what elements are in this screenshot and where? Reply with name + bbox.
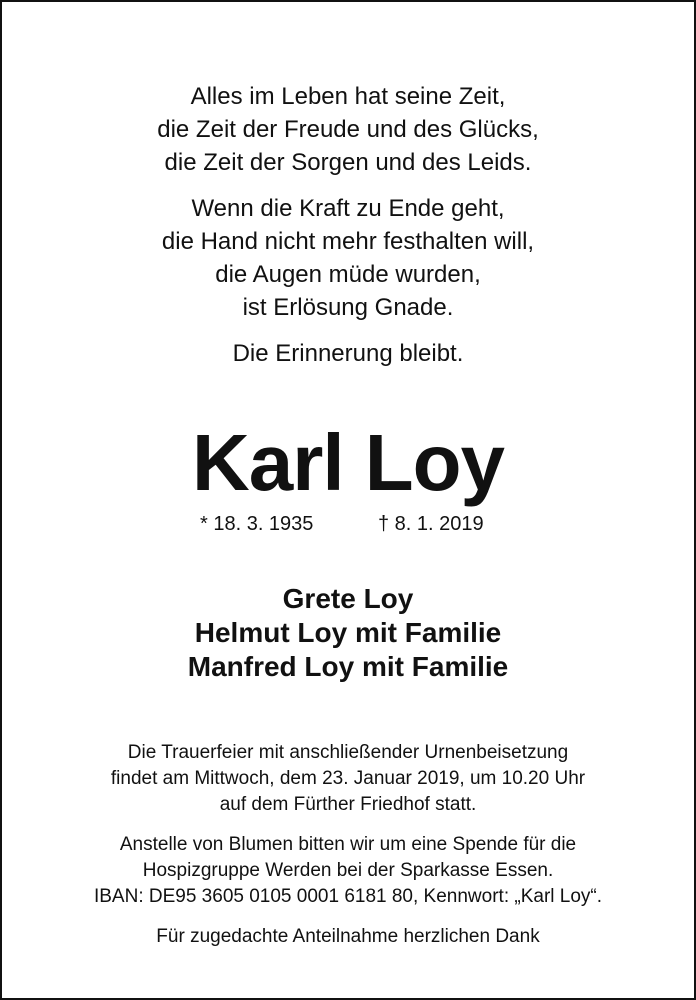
poem-line: ist Erlösung Gnade.: [242, 294, 454, 321]
birth-date: * 18. 3. 1935: [200, 513, 314, 535]
poem-line: Die Erinnerung bleibt.: [232, 340, 464, 367]
poem-line: Alles im Leben hat seine Zeit,: [190, 83, 506, 110]
notice-line: IBAN: DE95 3605 0105 0001 6181 80, Kennwort: „Karl Loy“.: [93, 886, 603, 907]
mourner-name: Helmut Loy mit Familie: [194, 617, 502, 648]
deceased-name: Karl Loy: [191, 418, 505, 507]
poem-line: die Hand nicht mehr festhalten will,: [161, 228, 535, 255]
poem-line: Wenn die Kraft zu Ende geht,: [191, 195, 505, 222]
poem-line: die Zeit der Freude und des Glücks,: [157, 116, 539, 143]
thanks-line: Für zugedachte Anteilnahme herzlichen Dank: [156, 926, 540, 947]
poem-line: die Augen müde wurden,: [215, 261, 481, 288]
mourner-name: Grete Loy: [282, 583, 414, 614]
notice-line: Hospizgruppe Werden bei der Sparkasse Essen.: [142, 860, 554, 881]
thanks-note: [2, 924, 694, 950]
poem-stanza-2: [2, 192, 694, 324]
notice-line: findet am Mittwoch, dem 23. Januar 2019, um 10.20 Uhr: [110, 768, 586, 789]
notice-line: Anstelle von Blumen bitten wir um eine Spende für die: [119, 834, 577, 855]
donation-notice: [2, 832, 694, 910]
mourner-name: Manfred Loy mit Familie: [187, 651, 509, 682]
poem-line: die Zeit der Sorgen und des Leids.: [164, 149, 532, 176]
notice-line: auf dem Fürther Friedhof statt.: [219, 794, 477, 815]
mourners-list: [2, 582, 694, 684]
poem-stanza-3: [2, 337, 694, 370]
death-date: † 8. 1. 2019: [378, 513, 484, 535]
notice-line: Die Trauerfeier mit anschließender Urnenbeisetzung: [127, 742, 569, 763]
memorial-poem: [2, 80, 694, 370]
funeral-notice: [2, 740, 694, 818]
obituary-notice: [2, 2, 694, 998]
poem-stanza-1: [2, 80, 694, 179]
